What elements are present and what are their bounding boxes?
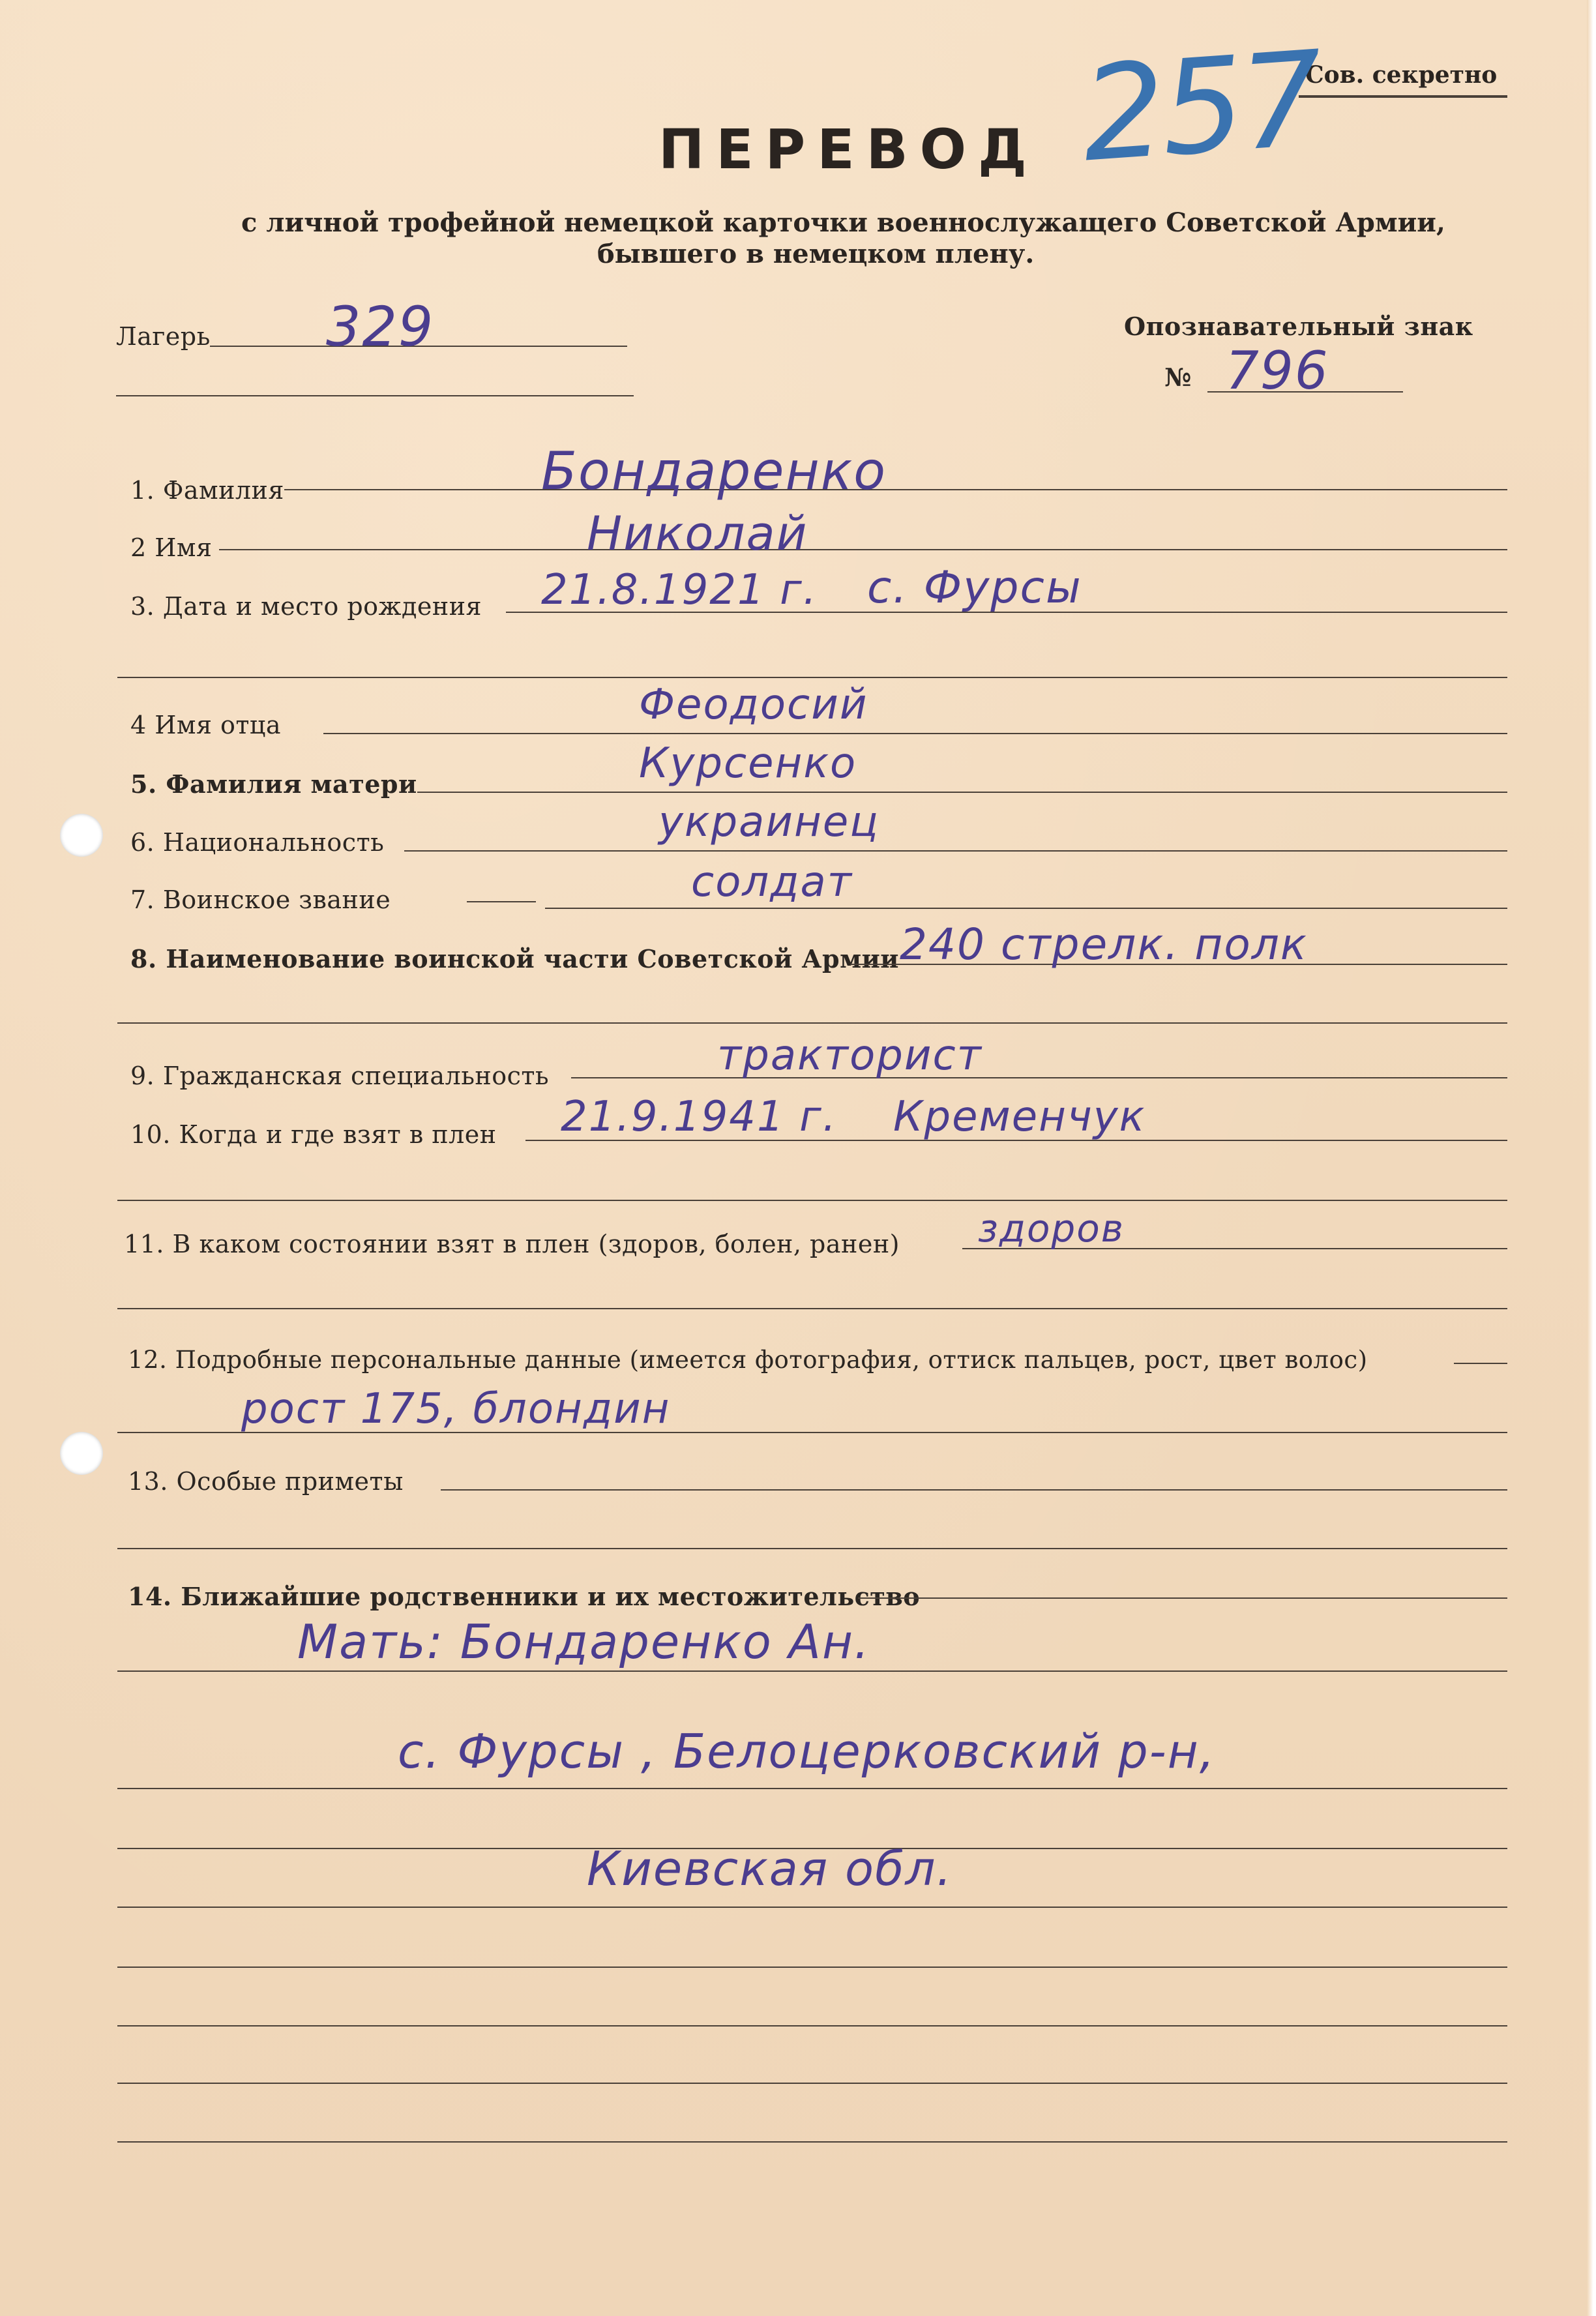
father-value: Феодосий: [639, 681, 868, 729]
archive-number: 257: [1077, 23, 1325, 192]
camp-line-2: [116, 395, 634, 396]
classification-stamp: Сов. секретно: [1305, 61, 1498, 89]
nationality-line: [404, 850, 1507, 852]
birth-label: 3. Дата и место рождения: [130, 592, 482, 621]
marks-label: 13. Особые приметы: [128, 1467, 404, 1496]
punch-hole-top: [60, 814, 103, 857]
captured-date-value: 21.9.1941 г.: [561, 1093, 838, 1141]
document-subtitle-line-1: с личной трофейной немецкой карточки военнослужащего Советской Армии,: [241, 207, 1445, 238]
marks-line: [441, 1489, 1507, 1491]
name-value: Николай: [587, 506, 808, 561]
nationality-value: украинец: [658, 798, 879, 846]
id-tag-value: 796: [1226, 340, 1329, 401]
camp-label: Лагерь: [116, 322, 211, 351]
id-tag-number-label: №: [1164, 363, 1192, 392]
camp-value: 329: [326, 295, 435, 359]
nationality-label: 6. Национальность: [130, 828, 385, 857]
relatives-line: [858, 1597, 1507, 1599]
unit-line-2: [117, 1022, 1507, 1024]
captured-place-value: Кременчук: [893, 1093, 1146, 1141]
mother-label: 5. Фамилия матери: [130, 769, 417, 799]
mother-line: [417, 792, 1507, 793]
relatives-line-6: [117, 1967, 1507, 1968]
surname-line: [284, 489, 1507, 490]
unit-value: 240 стрелк. полк: [900, 919, 1308, 970]
father-label: 4 Имя отца: [130, 711, 281, 739]
punch-hole-bottom: [60, 1432, 103, 1475]
name-label: 2 Имя: [130, 533, 213, 562]
profession-line: [571, 1077, 1507, 1078]
birth-place-value: с. Фурсы: [867, 562, 1082, 614]
document-subtitle-line-2: бывшего в немецком плену.: [597, 239, 1035, 269]
condition-label: 11. В каком состоянии взят в плен (здоров, болен, ранен): [124, 1230, 900, 1258]
birth-date-value: 21.8.1921 г.: [541, 566, 818, 614]
marks-line-2: [117, 1548, 1507, 1549]
profession-value: тракторист: [717, 1032, 983, 1080]
rank-label: 7. Воинское звание: [130, 885, 391, 914]
surname-label: 1. Фамилия: [130, 476, 284, 505]
condition-value: здоров: [978, 1206, 1125, 1251]
rank-line-2: [545, 908, 1507, 909]
document-title: ПЕРЕВОД: [658, 117, 1039, 181]
relatives-line-8: [117, 2083, 1507, 2084]
profession-label: 9. Гражданская специальность: [130, 1062, 550, 1090]
relatives-value-line-1: Мать: Бондаренко Ан.: [297, 1614, 870, 1669]
name-line: [219, 549, 1507, 550]
personal-value: рост 175, блондин: [241, 1385, 671, 1433]
mother-value: Курсенко: [639, 739, 857, 788]
relatives-line-3: [117, 1788, 1507, 1789]
relatives-line-2: [117, 1670, 1507, 1672]
classification-underline: [1299, 95, 1507, 98]
relatives-value-line-2: с. Фурсы , Белоцерковский р-н,: [398, 1724, 1216, 1779]
surname-value: Бондаренко: [541, 441, 887, 501]
captured-label: 10. Когда и где взят в плен: [130, 1120, 497, 1149]
relatives-line-9: [117, 2141, 1507, 2143]
rank-line: [467, 901, 536, 902]
unit-label: 8. Наименование воинской части Советской Армии: [130, 944, 899, 973]
father-line: [323, 733, 1507, 734]
personal-label: 12. Подробные персональные данные (имеется фотография, оттиск пальцев, рост, цвет волос): [128, 1346, 1368, 1374]
relatives-value-line-3: Киевская обл.: [587, 1841, 953, 1896]
personal-line: [1454, 1363, 1507, 1364]
birth-line-2: [117, 677, 1507, 678]
paper-edge: [1587, 0, 1596, 2316]
relatives-label: 14. Ближайшие родственники и их местожительство: [128, 1582, 921, 1611]
condition-line-2: [117, 1308, 1507, 1309]
personal-line-2: [117, 1432, 1507, 1433]
rank-value: солдат: [691, 858, 853, 906]
relatives-line-5: [117, 1907, 1507, 1908]
id-tag-label: Опознавательный знак: [1124, 312, 1473, 341]
captured-line-2: [117, 1200, 1507, 1201]
relatives-line-7: [117, 2025, 1507, 2026]
